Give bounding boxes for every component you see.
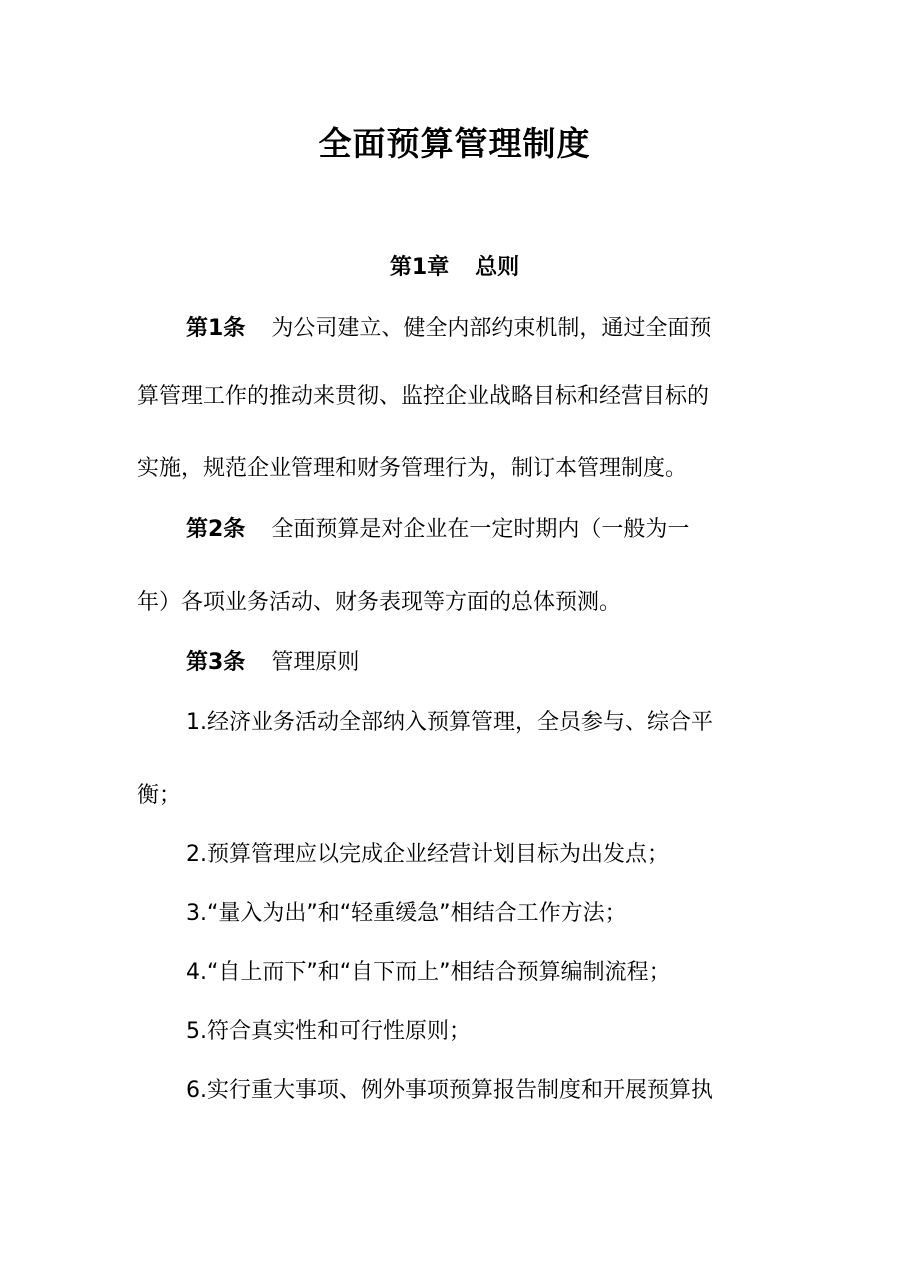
article-2-line-1 <box>186 512 786 548</box>
chapter-name: 总则 <box>475 255 520 280</box>
principle-6-line-1: 6.实行重大事项、例外事项预算报告制度和开展预算执 <box>186 1078 713 1103</box>
article-2-label: 第2条 <box>186 517 246 542</box>
principle-5: 5.符合真实性和可行性原则； <box>186 1019 471 1044</box>
article-1-line-3: 实施，规范企业管理和财务管理行为，制订本管理制度。 <box>137 456 688 481</box>
article-1-label: 第1条 <box>186 316 246 341</box>
principle-2: 2.预算管理应以完成企业经营计划目标为出发点； <box>186 842 669 867</box>
document-title: 全面预算管理制度 <box>318 124 591 163</box>
article-2-line-2: 年）各项业务活动、财务表现等方面的总体预测。 <box>137 590 622 615</box>
article-3-heading: 管理原则 <box>271 650 360 675</box>
principle-4: 4.“自上而下”和“自下而上”相结合预算编制流程； <box>186 960 671 985</box>
principle-3: 3.“量入为出”和“轻重缓急”相结合工作方法； <box>186 901 627 926</box>
chapter-heading <box>0 250 909 286</box>
article-1-line-1 <box>186 311 786 347</box>
principle-1-line-1: 1.经济业务活动全部纳入预算管理，全员参与、综合平 <box>186 710 713 735</box>
article-2-text: 全面预算是对企业在一定时期内（一般为一 <box>271 517 690 542</box>
article-3-label: 第3条 <box>186 650 246 675</box>
chapter-number: 第1章 <box>389 255 450 280</box>
article-3-line <box>186 645 786 681</box>
article-1-text: 为公司建立、健全内部约束机制，通过全面预 <box>271 316 712 341</box>
article-1-line-2: 算管理工作的推动来贯彻、监控企业战略目标和经营目标的 <box>137 384 710 409</box>
principle-1-line-2: 衡； <box>137 783 182 808</box>
